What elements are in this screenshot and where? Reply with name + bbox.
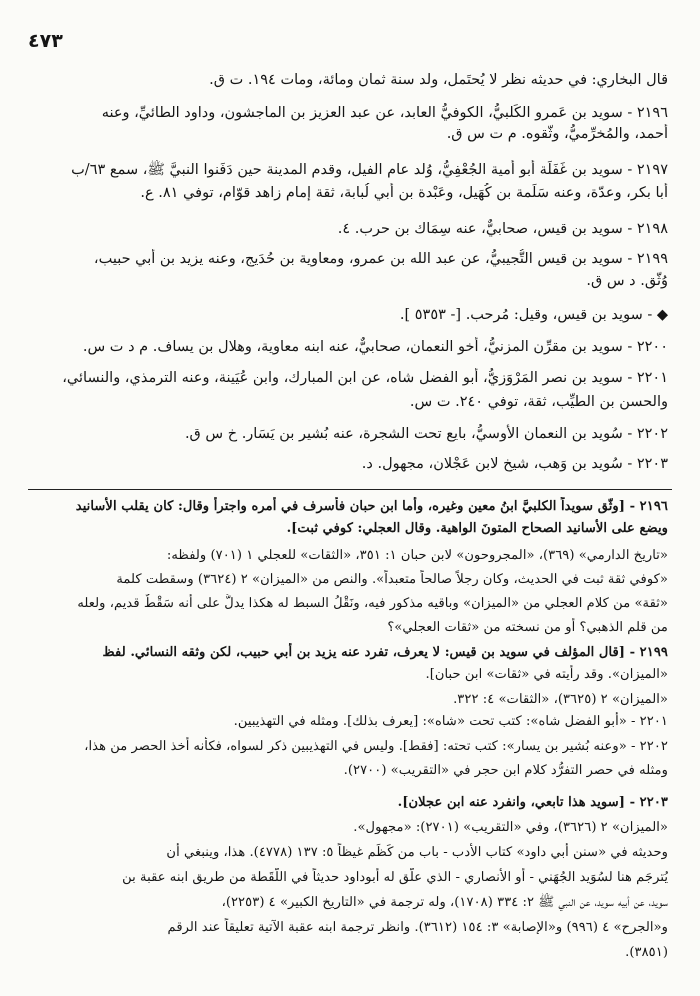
note-line: و«الجرح» ٤ (٩٩٦) و«الإصابة» ٣: ١٥٤ (٣٦١٢). وانظر ترجمة ابنه عقبة الآتية تعليقاً عند الرقم (167, 920, 668, 935)
note-line: يُترجَم هنا لسُوَيد الجُهَني - أو الأنصاري - الذي علّق له أبوداود حديثاً في اللُّقَطة من طريق ابنه عقبة بن (122, 870, 668, 885)
footnote-divider (28, 489, 672, 490)
note-line: ويضع على الأسانيد الصحاح المتونَ الواهية. وقال العجلي: كوفي ثبت]. (286, 521, 668, 536)
entry-2202: ٢٢٠٢ - سُويد بن النعمان الأوسيُّ، بايع تحت الشجرة، عنه بُشير بن يَسَار. خ س ق. (184, 426, 668, 442)
text-line: والحسن بن الطيِّب، ثقة، توفي ٢٤٠. ت س. (409, 394, 668, 410)
note-line: «الميزان» ٢ (٣٦٢٥)، «الثقات» ٤: ٣٢٢. (453, 692, 668, 707)
note-2196: ٢١٩٦ - [وثّق سويداً الكلبيَّ ابنُ معين وغيره، وأما ابن حبان فأسرف في أمره واجترأ وقال: كان يقلب الأسانيد (75, 499, 668, 514)
entry-diamond: ◆ - سويد بن قيس، وقيل: مُرحب. [- ٥٣٥٣ ]. (399, 307, 668, 323)
text-line: قال البخاري: في حديثه نظر لا يُحتَمل، ولد سنة ثمان ومائة، ومات ١٩٤. ت ق. (209, 72, 668, 88)
note-line: «الميزان» ٢ (٣٦٢٦)، وفي «التقريب» (٢٧٠١): «مجهول». (353, 820, 668, 835)
note-line: «ثقة» من كلام العجلي من «الميزان» وباقيه مذكور فيه، ونَقْلُ السبط له هكذا يدلُّ على أنه سَقْطٌ قديم، ولعله (77, 596, 668, 611)
entry-2203: ٢٢٠٣ - سُويد بن وَهب، شيخ لابن عَجْلان، مجهول. د. (361, 456, 668, 472)
entry-2198: ٢١٩٨ - سويد بن قيس، صحابيٌّ، عنه سِمَاك بن حرب. ٤. (337, 221, 668, 237)
note-2202: ٢٢٠٢ - «وعنه بُشير بن يسار»: كتب تحته: [فقط]. وليس في التهذيبين ذكر لسواه، فكأنه أخذ الحصر من هذا، (84, 739, 668, 754)
note-2203: ٢٢٠٣ - [سويد هذا تابعي، وانفرد عنه ابن عجلان]. (397, 795, 668, 810)
note-line: من قلم الذهبي؟ أو من نسخته من «ثقات العجلي»؟ (387, 620, 668, 635)
entry-2197: ٢١٩٧ - سويد بن غَفَلَة أبو أُمية الجُعْفِيُّ، وُلد عام الفيل، وقدم المدينة حين دَفَنوا النبيَّ ﷺ، سمع ٦٣/ب (71, 162, 668, 178)
text-line: أحمد، والمُخرِّميُّ، وثّقوه. م ت س ق. (446, 126, 668, 142)
note-line: وحديثه في «سنن أبي داود» كتاب الأدب - باب من كَظَم غيظاً ٥: ١٣٧ (٤٧٧٨). هذا، وينبغي أن (166, 845, 668, 860)
entry-2200: ٢٢٠٠ - سويد بن مقرِّن المزنيُّ، أخو النعمان، صحابيٌّ، عنه ابنه معاوية، وهلال بن يساف. م د ت س. (82, 339, 668, 355)
note-2201: ٢٢٠١ - «أبو الفضل شاه»: كتب تحت «شاه»: [يعرف بذلك]. ومثله في التهذيبين. (233, 714, 668, 729)
note-line: «تاريخ الدارمي» (٣٦٩)، «المجروحون» لابن حبان ١: ٣٥١، «الثقات» للعجلي ١ (٧٠١) ولفظه: (166, 548, 668, 563)
entry-2201: ٢٢٠١ - سويد بن نصر المَرْوَزيُّ، أبو الفضل شاه، عن ابن المبارك، وابن عُيَينة، وعنه الترمذي، والنسائي، (62, 370, 668, 386)
text-line: أبا بكر، وعدّة، وعنه سَلَمة بن كُهَيل، وعَبْدة بن أبي لُبابة، ثقة إمام زاهد قوّام، توفي ٨١. ع. (140, 185, 668, 201)
note-line: «الميزان». وقد رأيته في «ثقات» ابن حبان]. (425, 667, 668, 682)
note-line: (٣٨٥١). (625, 945, 668, 960)
entry-2196: ٢١٩٦ - سويد بن عَمرو الكَلبيُّ، الكوفيُّ العابد، عن عبد العزيز بن الماجشون، وداود الطائيِّ، وعنه (101, 105, 668, 121)
text-line: وُثّق. د س ق. (586, 273, 668, 289)
note-2199: ٢١٩٩ - [قال المؤلف في سويد بن قيس: لا يعرف، تفرد عنه يزيد بن أبي حبيب، لكن وثقه النسائي. لفظ (102, 645, 668, 660)
note-line: ومثله في حصر التفرُّد كلام ابن حجر في «التقريب» (٢٧٠٠). (343, 763, 668, 778)
note-line: «كوفي ثقة ثبت في الحديث، وكان رجلاً صالحاً متعبداً». والنص من «الميزان» ٢ (٣٦٢٤) وسقطت كلمة (116, 572, 668, 587)
page-number: ٤٧٣ (28, 30, 63, 52)
note-line: سويد، عن أبيه سويد، عن النبي ﷺ ٢: ٣٣٤ (١٧٠٨)، وله ترجمة في «التاريخ الكبير» ٤ (٢٢٥٣)، (221, 895, 668, 910)
entry-2199: ٢١٩٩ - سويد بن قيس التُّجيبيُّ، عن عبد الله بن عمرو، ومعاوية بن حُدَيج، وعنه يزيد بن أبي حبيب، (93, 251, 668, 267)
